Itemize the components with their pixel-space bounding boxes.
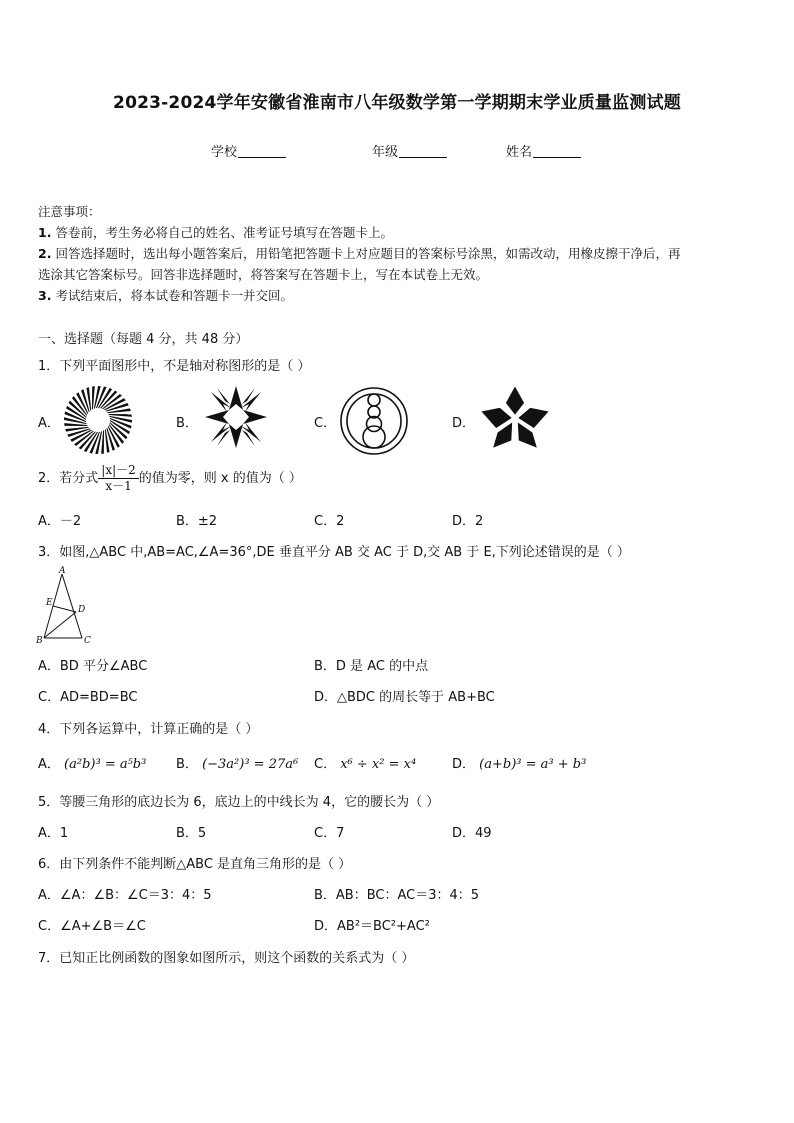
q1-option-c-label: C． xyxy=(314,416,337,431)
grade-blank xyxy=(399,144,447,158)
note-item-3 xyxy=(38,285,293,306)
vertex-label-b: B xyxy=(36,636,43,646)
question-6-stem: 6．由下列条件不能判断△ABC 是直角三角形的是（ ） xyxy=(38,857,352,872)
notes-heading: 注意事项： xyxy=(38,204,101,219)
option-label: C． xyxy=(314,757,337,772)
q4-option-b xyxy=(176,753,298,772)
vertex-label-e: E xyxy=(46,598,53,608)
page-title: 2023-2024学年安徽省淮南市八年级数学第一学期期末学业质量监测试题 xyxy=(113,93,681,113)
q4-option-c xyxy=(314,753,416,772)
note-num: 3. xyxy=(38,288,52,303)
school-label: 学校 xyxy=(211,145,238,160)
q3-option-c: C．AD=BD=BC xyxy=(38,690,138,705)
section-heading: 一、选择题（每题 4 分，共 48 分） xyxy=(38,332,249,347)
q2-option-c: C．2 xyxy=(314,514,345,529)
fraction xyxy=(98,463,139,494)
triangle-figure xyxy=(36,566,98,648)
vertex-label-d: D xyxy=(78,605,86,615)
option-formula: x⁶ ÷ x² = x⁴ xyxy=(340,757,417,772)
q2-option-a: A．－2 xyxy=(38,514,82,529)
q5-option-b: B．5 xyxy=(176,826,207,841)
school-blank xyxy=(238,144,286,158)
q4-option-d xyxy=(452,753,586,772)
q1-option-d-label: D． xyxy=(452,416,476,431)
question-3-stem: 3．如图,△ABC 中,AB=AC,∠A=36°,DE 垂直平分 AB 交 AC 于 D,交 AB 于 E,下列论述错误的是（ ） xyxy=(38,545,630,560)
grade-field xyxy=(372,141,447,160)
option-formula: (−3a²)³ = 27a⁶ xyxy=(202,757,299,772)
q5-option-c: C．7 xyxy=(314,826,345,841)
stem-text: 的值为零，则 x 的值为（ ） xyxy=(138,471,302,486)
question-4-stem: 4．下列各运算中，计算正确的是（ ） xyxy=(38,722,259,737)
q6-option-a: A．∠A：∠B：∠C＝3：4：5 xyxy=(38,888,212,903)
star-figure xyxy=(478,383,552,453)
note-item-1 xyxy=(38,222,393,243)
vertex-label-c: C xyxy=(84,636,91,646)
fraction-numerator: |x|－2 xyxy=(98,463,139,479)
school-field xyxy=(211,141,286,160)
q5-option-d: D．49 xyxy=(452,826,492,841)
q4-option-a xyxy=(38,753,146,772)
note-num: 2. xyxy=(38,246,52,261)
question-7-stem: 7．已知正比例函数的图象如图所示，则这个函数的关系式为（ ） xyxy=(38,951,415,966)
note-item-2-cont: 选涂其它答案标号。回答非选择题时，将答案写在答题卡上，写在本试卷上无效。 xyxy=(38,267,489,282)
q2-option-d: D．2 xyxy=(452,514,484,529)
option-label: A． xyxy=(38,757,60,772)
option-label: D． xyxy=(452,757,476,772)
q6-option-c: C．∠A+∠B＝∠C xyxy=(38,919,146,934)
name-label: 姓名 xyxy=(506,145,533,160)
q5-option-a: A．1 xyxy=(38,826,69,841)
note-item-2 xyxy=(38,243,680,264)
option-formula: (a+b)³ = a³ + b³ xyxy=(479,757,587,772)
vertex-label-a: A xyxy=(59,566,66,576)
name-blank xyxy=(533,144,581,158)
note-num: 1. xyxy=(38,225,52,240)
note-text: 回答选择题时，选出每小题答案后，用铅笔把答题卡上对应题目的答案标号涂黑，如需改动，用橡皮擦干净后，再 xyxy=(55,246,681,261)
note-text: 答卷前，考生务必将自己的姓名、准考证号填写在答题卡上。 xyxy=(55,225,393,240)
question-2-stem xyxy=(38,463,302,494)
option-label: B． xyxy=(176,757,198,772)
q2-option-b: B．±2 xyxy=(176,514,218,529)
nested-circles-figure xyxy=(338,385,410,457)
question-5-stem: 5．等腰三角形的底边长为 6，底边上的中线长为 4，它的腰长为（ ） xyxy=(38,795,440,810)
q1-option-b-label: B． xyxy=(176,416,198,431)
q1-option-a-label: A． xyxy=(38,416,60,431)
q3-option-b: B．D 是 AC 的中点 xyxy=(314,659,429,674)
stem-text: 2．若分式 xyxy=(38,471,99,486)
sunburst-figure xyxy=(63,385,133,455)
q3-option-a: A．BD 平分∠ABC xyxy=(38,659,148,674)
note-text: 考试结束后，将本试卷和答题卡一并交回。 xyxy=(55,288,293,303)
option-formula: (a²b)³ = a⁵b³ xyxy=(64,757,147,772)
grade-label: 年级 xyxy=(372,145,399,160)
q6-option-d: D．AB²＝BC²+AC² xyxy=(314,919,430,934)
q6-option-b: B．AB：BC：AC＝3：4：5 xyxy=(314,888,480,903)
name-field xyxy=(506,141,581,160)
fraction-denominator: x－1 xyxy=(105,479,132,493)
question-1-stem: 1．下列平面图形中，不是轴对称图形的是（ ） xyxy=(38,359,311,374)
q3-option-d: D．△BDC 的周长等于 AB+BC xyxy=(314,690,495,705)
snowflake-figure xyxy=(203,384,269,450)
